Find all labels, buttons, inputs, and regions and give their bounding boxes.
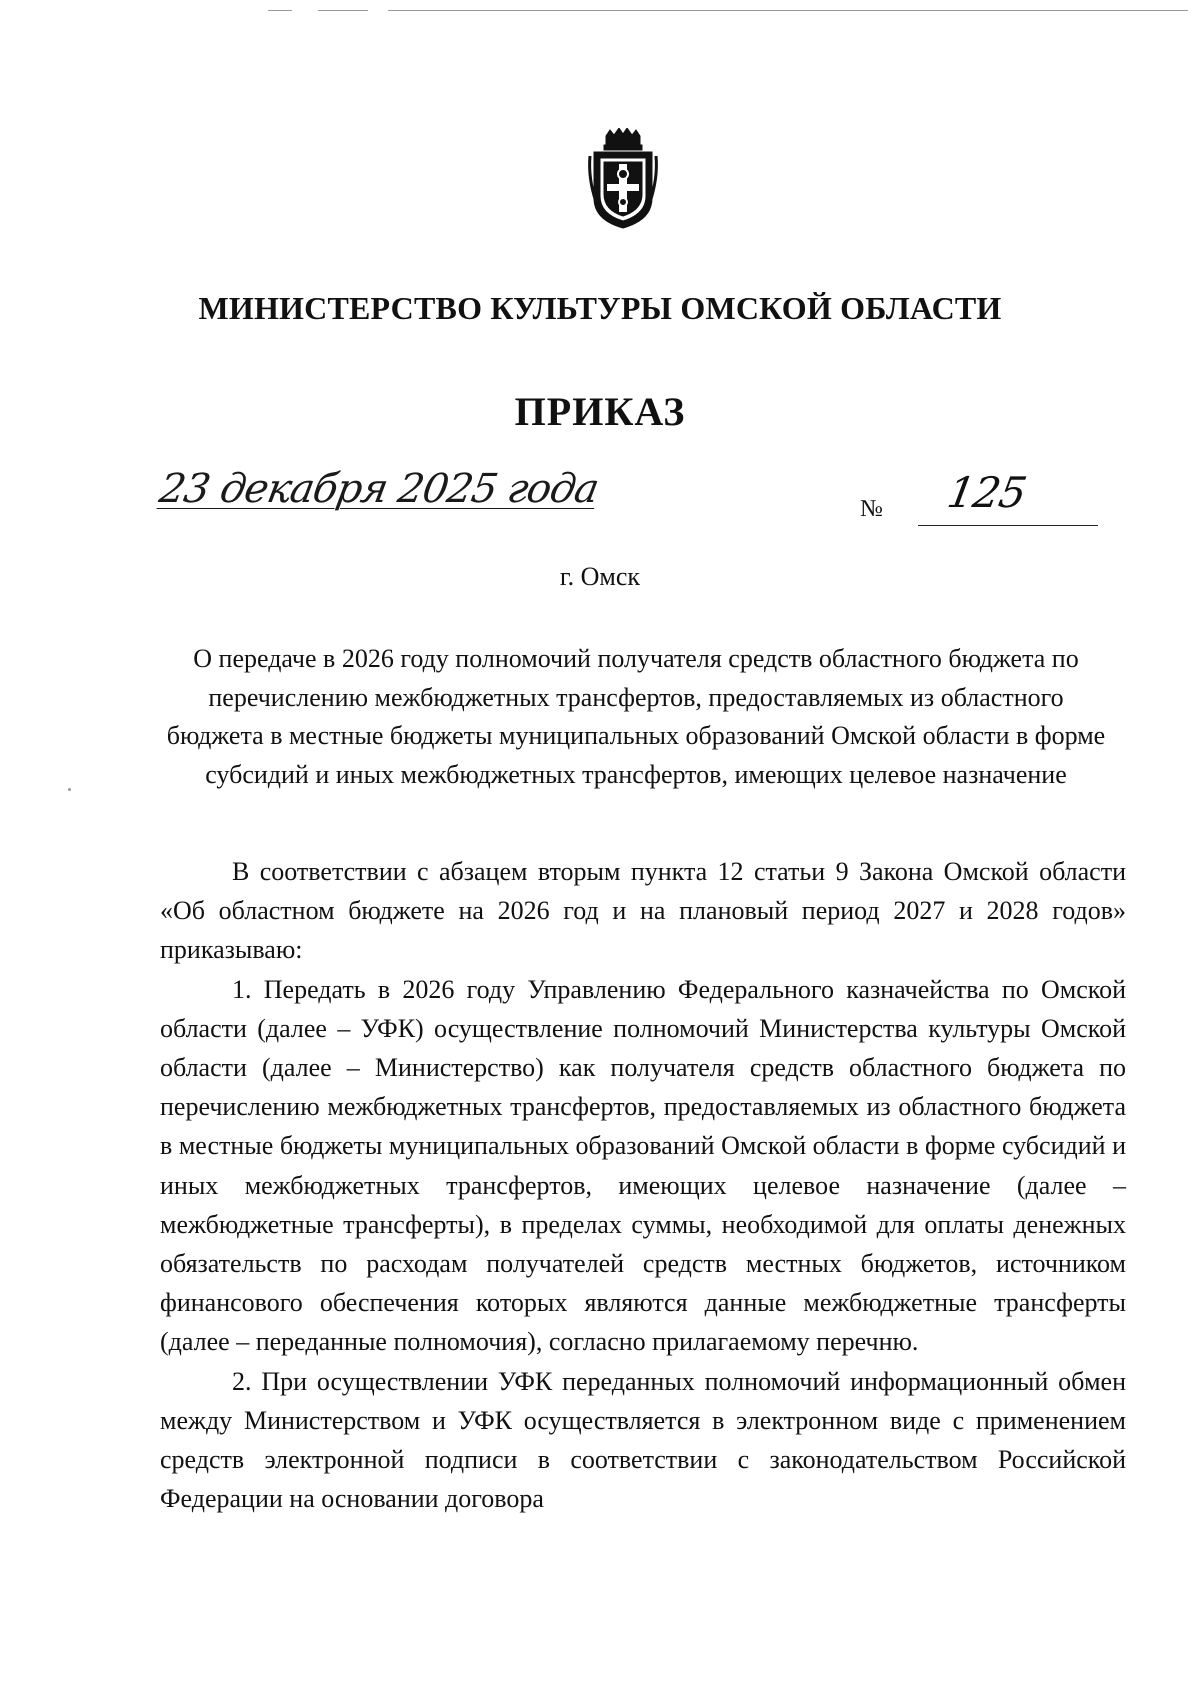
preamble-paragraph: В соответствии с абзацем вторым пункта 12 статьи 9 Закона Омской области «Об областном бюджете на 2026 год и на плановый период 2027 и 2028 годов» приказываю: <box>160 857 1126 965</box>
clause-1-paragraph: 1. Передать в 2026 году Управлению Федерального казначейства по Омской области (далее – УФК) осуществление полномочий Министерства культуры Омской области (далее – Министерство) как получателя средств областного бюджета по перечислению межбюджетных трансфертов, предоставляемых из областного бюджета в местные бюджеты муниципальных образований Омской области в форме субсидий и иных межбюджетных трансфертов, имеющих целевое назначение (далее – межбюджетные трансферты), в пределах суммы, необходимой для оплаты денежных обязательств по расходам получателей средств местных бюджетов, источником финансового обеспечения которых являются данные межбюджетные трансферты (далее – переданные полномочия), согласно прилагаемому перечню. <box>160 974 1126 1357</box>
handwritten-number: 125 <box>943 468 1030 517</box>
number-label: № <box>860 496 883 522</box>
document-type-title: ПРИКАЗ <box>514 389 686 434</box>
scan-edge-line <box>268 10 292 11</box>
city-line: г. Омск <box>559 562 641 591</box>
order-subject: О передаче в 2026 году полномочий получателя средств областного бюджета по перечислению межбюджетных трансфертов, предоставляемых из областного бюджета в местные бюджеты муниципальных образований Омской области в форме субсидий и иных межбюджетных трансфертов, имеющих целевое назначение <box>166 644 1106 789</box>
handwritten-date: 23 декабря 2025 года <box>155 466 602 512</box>
scan-edge-line <box>318 10 368 11</box>
clause-2-paragraph: 2. При осуществлении УФК переданных полномочий информационный обмен между Министерством и УФК осуществляется в электронном виде с применением средств электронной подписи в соответствии с законодательством Российской Федерации на основании договора <box>160 1366 1126 1514</box>
number-underline <box>918 525 1098 526</box>
omsk-coat-of-arms-icon <box>586 128 660 230</box>
ministry-title: МИНИСТЕРСТВО КУЛЬТУРЫ ОМСКОЙ ОБЛАСТИ <box>198 290 1002 326</box>
scan-edge-line <box>388 10 1188 11</box>
scan-speck <box>68 788 71 791</box>
order-body <box>160 852 1126 1518</box>
